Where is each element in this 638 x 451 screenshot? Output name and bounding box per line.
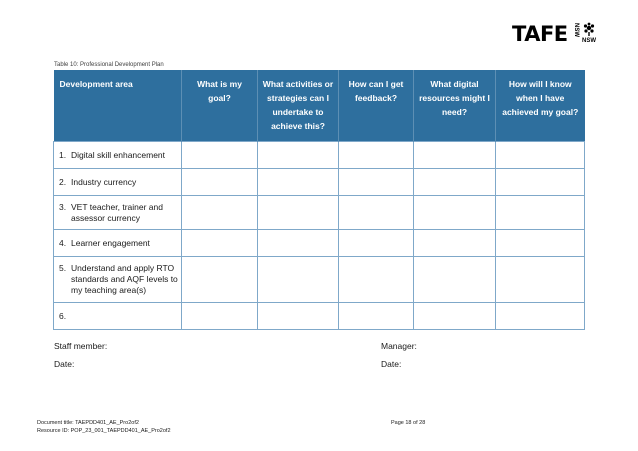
table-row: [54, 257, 585, 303]
column-header-line: What activities or: [262, 79, 334, 89]
item-number: 3.: [59, 201, 67, 212]
response-cell[interactable]: [496, 196, 585, 230]
footer-document-info: [37, 419, 171, 435]
footer-resource-id: Resource ID: POP_23_001_TAEPDD401_AE_Pro2of2: [37, 428, 171, 434]
logo-wordmark: TAFE: [512, 22, 568, 46]
response-cell[interactable]: [414, 303, 496, 330]
column-header-line: How will I know: [508, 79, 572, 89]
table-row: [54, 196, 585, 230]
item-text: [71, 263, 178, 296]
column-header-line: achieved my goal?: [502, 107, 579, 117]
column-header-line: What is my goal?: [197, 79, 242, 103]
development-area-cell: [54, 303, 182, 330]
column-header-line: achieve this?: [271, 121, 325, 131]
response-cell[interactable]: [414, 196, 496, 230]
response-cell[interactable]: [339, 196, 414, 230]
development-area-cell: [54, 142, 182, 169]
response-cell[interactable]: [339, 303, 414, 330]
column-header-line: feedback?: [354, 93, 398, 103]
column-header: [258, 70, 339, 142]
column-header: [182, 70, 258, 142]
table-header-row: [54, 70, 585, 142]
item-text-line: VET teacher, trainer and: [71, 201, 163, 212]
table-row: [54, 142, 585, 169]
response-cell[interactable]: [182, 257, 258, 303]
item-number: 2.: [59, 176, 67, 187]
column-header: [496, 70, 585, 142]
response-cell[interactable]: [258, 196, 339, 230]
development-area-cell: [54, 257, 182, 303]
response-cell[interactable]: [496, 303, 585, 330]
response-cell[interactable]: [182, 142, 258, 169]
staff-date-label: Date:: [54, 359, 75, 369]
column-header: [339, 70, 414, 142]
item-text-line: Digital skill enhancement: [71, 149, 166, 160]
logo-nsw-small: NSW: [582, 38, 596, 44]
column-header-line: Development area: [59, 79, 133, 89]
response-cell[interactable]: [414, 230, 496, 257]
item-text-line: standards and AQF levels to: [71, 274, 178, 284]
column-header-line: What digital: [430, 79, 479, 89]
staff-member-label: Staff member:: [54, 341, 108, 351]
item-text: [71, 150, 165, 161]
table-row: [54, 303, 585, 330]
table-caption: Table 10: Professional Development Plan: [54, 62, 164, 68]
development-area-cell: [54, 169, 182, 196]
response-cell[interactable]: [258, 230, 339, 257]
response-cell[interactable]: [258, 257, 339, 303]
response-cell[interactable]: [414, 169, 496, 196]
response-cell[interactable]: [258, 142, 339, 169]
development-area-cell: [54, 196, 182, 230]
footer-document-title: Document title: TAEPDD401_AE_Pro2of2: [37, 420, 139, 426]
item-text-line: my teaching area(s): [71, 285, 147, 295]
item-text: [71, 177, 136, 188]
response-cell[interactable]: [414, 257, 496, 303]
response-cell[interactable]: [496, 257, 585, 303]
column-header-line: undertake to: [272, 107, 324, 117]
column-header: [54, 70, 182, 142]
response-cell[interactable]: [339, 142, 414, 169]
item-text-line: Learner engagement: [71, 237, 150, 248]
response-cell[interactable]: [496, 169, 585, 196]
response-cell[interactable]: [339, 230, 414, 257]
response-cell[interactable]: [182, 230, 258, 257]
item-number: 4.: [59, 237, 67, 248]
response-cell[interactable]: [182, 303, 258, 330]
logo-nsw-vertical: NSW: [573, 23, 579, 37]
column-header-line: resources might I: [419, 93, 490, 103]
item-text: [71, 238, 150, 249]
table-row: [54, 230, 585, 257]
column-header-line: strategies can I: [267, 93, 329, 103]
table-row: [54, 169, 585, 196]
footer-page-number: Page 18 of 28: [391, 420, 426, 426]
column-header-line: How can I get: [348, 79, 404, 89]
item-text-line: assessor currency: [71, 212, 140, 223]
item-number: 1.: [59, 149, 67, 160]
manager-label: Manager:: [381, 341, 417, 351]
response-cell[interactable]: [496, 230, 585, 257]
response-cell[interactable]: [182, 169, 258, 196]
professional-development-plan-table: [53, 70, 585, 330]
item-number: 6.: [59, 310, 67, 321]
item-text-line: Understand and apply RTO: [71, 263, 175, 273]
response-cell[interactable]: [339, 169, 414, 196]
column-header: [414, 70, 496, 142]
tafe-nsw-logo: [512, 22, 596, 46]
item-text-line: Industry currency: [71, 176, 137, 187]
column-header-line: when I have: [516, 93, 565, 103]
manager-date-label: Date:: [381, 359, 402, 369]
development-area-cell: [54, 230, 182, 257]
item-text: [71, 202, 163, 224]
response-cell[interactable]: [258, 303, 339, 330]
response-cell[interactable]: [414, 142, 496, 169]
column-header-line: need?: [441, 107, 468, 117]
item-number: 5.: [59, 263, 67, 273]
response-cell[interactable]: [258, 169, 339, 196]
response-cell[interactable]: [339, 257, 414, 303]
response-cell[interactable]: [496, 142, 585, 169]
response-cell[interactable]: [182, 196, 258, 230]
